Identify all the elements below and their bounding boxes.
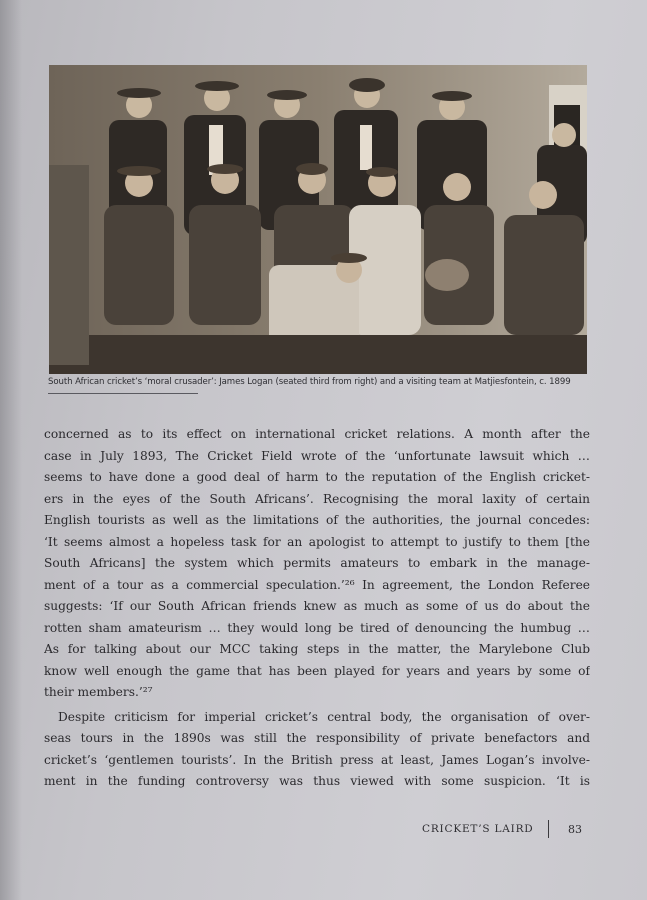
text-line: seems to have done a good deal of harm to the reputation of the English cricket-: [44, 470, 590, 484]
text-line: case in July 1893, The Cricket Field wrote of the ‘unfortunate lawsuit which …: [44, 448, 590, 463]
text-line: concerned as to its effect on international cricket relations. A month after the: [44, 427, 590, 441]
body-text: [44, 424, 590, 793]
photo-illustration: [49, 65, 587, 374]
text-line: know well enough the game that has been played for years and years by some of: [44, 663, 590, 678]
page-footer: [420, 820, 600, 840]
page-number: 83: [568, 823, 582, 836]
text-line: rotten sham amateurism … they would long be tired of denouncing the humbug …: [44, 620, 590, 635]
photo-caption: South African cricket’s ‘moral crusader’: James Logan (seated third from right) and a visiting team at Matjiesfontein, c. 1899: [48, 377, 571, 387]
text-line: ment in the funding controversy was thus viewed with some suspicion. ‘It is: [44, 774, 590, 788]
text-line: seas tours in the 1890s was still the responsibility of private benefactors and: [44, 731, 590, 745]
caption-rule: [48, 393, 198, 394]
text-line: South Africans] the system which permits amateurs to embark in the manage-: [44, 556, 590, 570]
text-line: ‘It seems almost a hopeless task for an apologist to attempt to justify to them [the: [44, 534, 590, 549]
paragraph-1: [44, 424, 590, 704]
group-photo: [49, 65, 587, 374]
text-line: Despite criticism for imperial cricket’s central body, the organisation of over-: [58, 709, 590, 724]
text-line: As for talking about our MCC taking steps in the matter, the Marylebone Club: [44, 642, 590, 656]
footer-divider: [548, 820, 549, 838]
text-line: suggests: ‘If our South African friends knew as much as some of us do about the: [44, 599, 590, 613]
running-head: CRICKET’S LAIRD: [422, 823, 534, 835]
text-line: ment of a tour as a commercial speculation.’²⁶ In agreement, the London Referee: [44, 577, 590, 592]
page-gutter-shadow: [0, 0, 22, 900]
text-line: English tourists as well as the limitations of the authorities, the journal concedes:: [44, 513, 590, 527]
text-line: cricket’s ‘gentlemen tourists’. In the British press at least, James Logan’s involve-: [44, 752, 590, 767]
paragraph-2: [44, 707, 590, 793]
text-line: ers in the eyes of the South Africans’. Recognising the moral laxity of certain: [44, 491, 590, 506]
text-line: their members.’²⁷: [44, 685, 153, 699]
